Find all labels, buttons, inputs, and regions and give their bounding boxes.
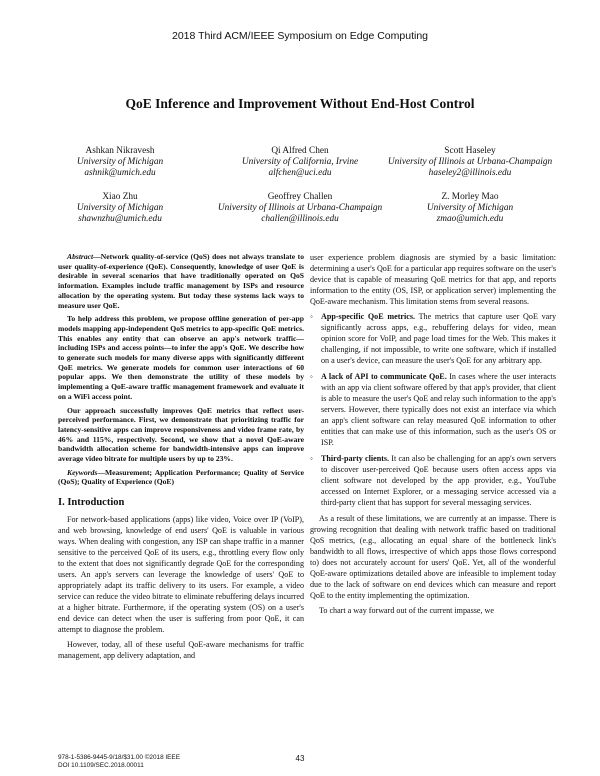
body-paragraph: To chart a way forward out of the current impasse, we xyxy=(319,606,494,615)
paper-title: QoE Inference and Improvement Without End-Host Control xyxy=(125,96,475,111)
list-item-term: App-specific QoE metrics. xyxy=(321,312,415,321)
right-column xyxy=(310,252,556,620)
section-heading: I. Introduction xyxy=(58,497,125,509)
list-item xyxy=(310,371,556,448)
author-block xyxy=(370,192,570,225)
author-affiliation: University of Illinois at Urbana-Champaign xyxy=(217,203,383,213)
author-block xyxy=(20,146,220,179)
left-column xyxy=(58,252,304,665)
author-block xyxy=(348,146,592,179)
keywords-label: Keywords xyxy=(67,467,98,477)
abstract-paragraph: Our approach successfully improves QoE metrics that reflect user-perceived performance. First, we demonstrate that prioritizing traffic for latency-sensitive apps can improve responsiveness and video frame rate, by 46% and 115%, respectively. Second, we show that a novel QoE-aware bandwidth allocation scheme for bandwidth-intensive apps can improve average video bitrate for multiple users by up to 23%. xyxy=(58,405,304,464)
author-affiliation: University of Michigan xyxy=(76,157,164,167)
author-email[interactable]: challen@illinois.edu xyxy=(261,214,339,224)
body-paragraph: As a result of these limitations, we are currently at an impasse. There is growing recognition that dealing with network traffic based on traditional QoS metrics, (e.g., allocating an equal share of the bottleneck link's bandwidth to all flows, irrespective of which apps those flows correspond to) does not accurately account for users' QoE. Yet, all of the wonderful QoE-aware optimizations detailed above are infeasible to implement today due to the lack of software on end devices which can measure and report QoE to the entity implementing the optimization. xyxy=(310,514,556,600)
author-name: Scott Haseley xyxy=(444,146,496,156)
body-paragraph: However, today, all of these useful QoE-aware mechanisms for traffic management, app delivery adaptation, and xyxy=(58,640,304,661)
list-item xyxy=(310,453,556,508)
author-email[interactable]: zmao@umich.edu xyxy=(436,214,504,224)
bullet-icon: ◦ xyxy=(310,312,313,321)
list-item-term: A lack of API to communicate QoE. xyxy=(321,372,447,381)
body-paragraph: For network-based applications (apps) like video, Voice over IP (VoIP), and web browsing, knowledge of end users' QoE is valuable in various ways. When dealing with congestion, any ISP can shape traffic in a manner sensitive to the perceived QoE of its users, e.g., throttling every flow only to the extent that does not significantly degrade QoE for the corresponding users. An app's servers can leverage the knowledge of users' QoE to appropriately adapt its traffic delivery to its users. For example, a video service can reduce the video bitrate to eliminate rebuffering delays incurred at a higher bitrate. Furthermore, if the operating system (OS) on a user's end device can detect when the user is suffering from poor QoE, it can attempt to diagnose the problem. xyxy=(58,515,304,635)
page-number: 43 xyxy=(295,754,305,763)
list-item xyxy=(310,311,556,366)
abstract-text: Network quality-of-service (QoS) does not always translate to user quality-of-experience (QoE). Consequently, knowledge of user QoE is desirable in several scenarios that have traditionally operated on QoS information. Examples include traffic management by ISPs and resource allocation by the operating system. But today these systems lack ways to measure user QoE. xyxy=(58,252,304,310)
body-paragraph: user experience problem diagnosis are stymied by a basic limitation: determining a user's QoE for a particular app requires software on the user's device that is capable of measuring QoE metrics for that app, and reports information to the entity (OS, ISP, or application server) implementing the QoE-aware mechanism. This limitation stems from several reasons. xyxy=(310,253,556,306)
author-name: Ashkan Nikravesh xyxy=(85,146,155,156)
author-affiliation: University of Michigan xyxy=(426,203,514,213)
bullet-icon: ◦ xyxy=(310,454,313,463)
limitations-list xyxy=(310,311,556,508)
bullet-icon: ◦ xyxy=(310,372,313,381)
list-item-text: It can also be challenging for an app's own servers to discover user-perceived QoE because users often access apps via client software not developed by the app provider, e.g., YouTube accessed on Internet Explorer, or a messaging service accessed via a third-party client that has support for several messaging services. xyxy=(321,454,556,507)
abstract-paragraph: To help address this problem, we propose offline generation of per-app models mapping app-independent QoS metrics to app-specific QoE metrics. This enables any entity that can observe an app's network traffic—including ISPs and access points—to infer the app's QoE. We describe how to generate such models for many diverse apps with significantly different QoE metrics. We generate models for common user interactions of 60 popular apps. We then demonstrate the utility of these models by implementing a QoE-aware traffic management framework and evaluate it on a WiFi access point. xyxy=(58,314,304,401)
author-email[interactable]: ashnik@umich.edu xyxy=(84,168,156,178)
abstract-paragraph: Abstract—Network quality-of-service (QoS) does not always translate to user quality-of-experience (QoE). Consequently, knowledge of user QoE is desirable in several scenarios that have traditionally operated on QoS information. Examples include traffic management by ISPs and resource allocation by the operating system. But today these systems lack ways to measure user QoE. xyxy=(58,252,304,310)
author-affiliation: University of Michigan xyxy=(76,203,164,213)
list-item-term: Third-party clients. xyxy=(321,454,390,463)
author-name: Xiao Zhu xyxy=(102,192,138,202)
author-email[interactable]: alfchen@uci.edu xyxy=(268,168,332,178)
author-name: Qi Alfred Chen xyxy=(271,146,329,156)
abstract-label: Abstract xyxy=(67,252,94,261)
keywords-text: Measurement; Application Performance; Quality of Service (QoS); Quality of Experience (QoE) xyxy=(58,467,304,487)
keywords: Keywords—Measurement; Application Performance; Quality of Service (QoS); Quality of Experience (QoE) xyxy=(58,467,304,487)
author-email[interactable]: haseley2@illinois.edu xyxy=(428,168,512,178)
abstract xyxy=(58,252,304,464)
author-affiliation: University of Illinois at Urbana-Champaign xyxy=(387,157,553,167)
list-item-text: The metrics that capture user QoE vary significantly across apps, e.g., rebuffering delays for video, mean opinion score for VoIP, and page load times for the Web. This makes it challenging, if not impossible, to write one software, which if installed on a user's device, can measure the user's QoE for any arbitrary app. xyxy=(321,312,557,365)
author-email[interactable]: shawnzhu@umich.edu xyxy=(78,214,162,224)
footer-doi: DOI 10.1109/SEC.2018.00011 xyxy=(58,762,144,769)
list-item-text: In cases where the user interacts with an app via client software offered by that app's provider, that client is able to measure the user's QoE and relay such information to the app's servers. However, there typically does not exist an interface via which an app's client software can relay measured QoE information to other entities that can make use of this information, such as the user's OS or ISP. xyxy=(321,372,556,447)
footer-isbn: 978-1-5386-9445-9/18/$31.00 ©2018 IEEE xyxy=(58,754,180,761)
conference-header: 2018 Third ACM/IEEE Symposium on Edge Computing xyxy=(171,30,429,42)
author-name: Geoffrey Challen xyxy=(267,192,333,202)
author-affiliation: University of California, Irvine xyxy=(241,157,359,167)
author-name: Z. Morley Mao xyxy=(441,192,499,202)
